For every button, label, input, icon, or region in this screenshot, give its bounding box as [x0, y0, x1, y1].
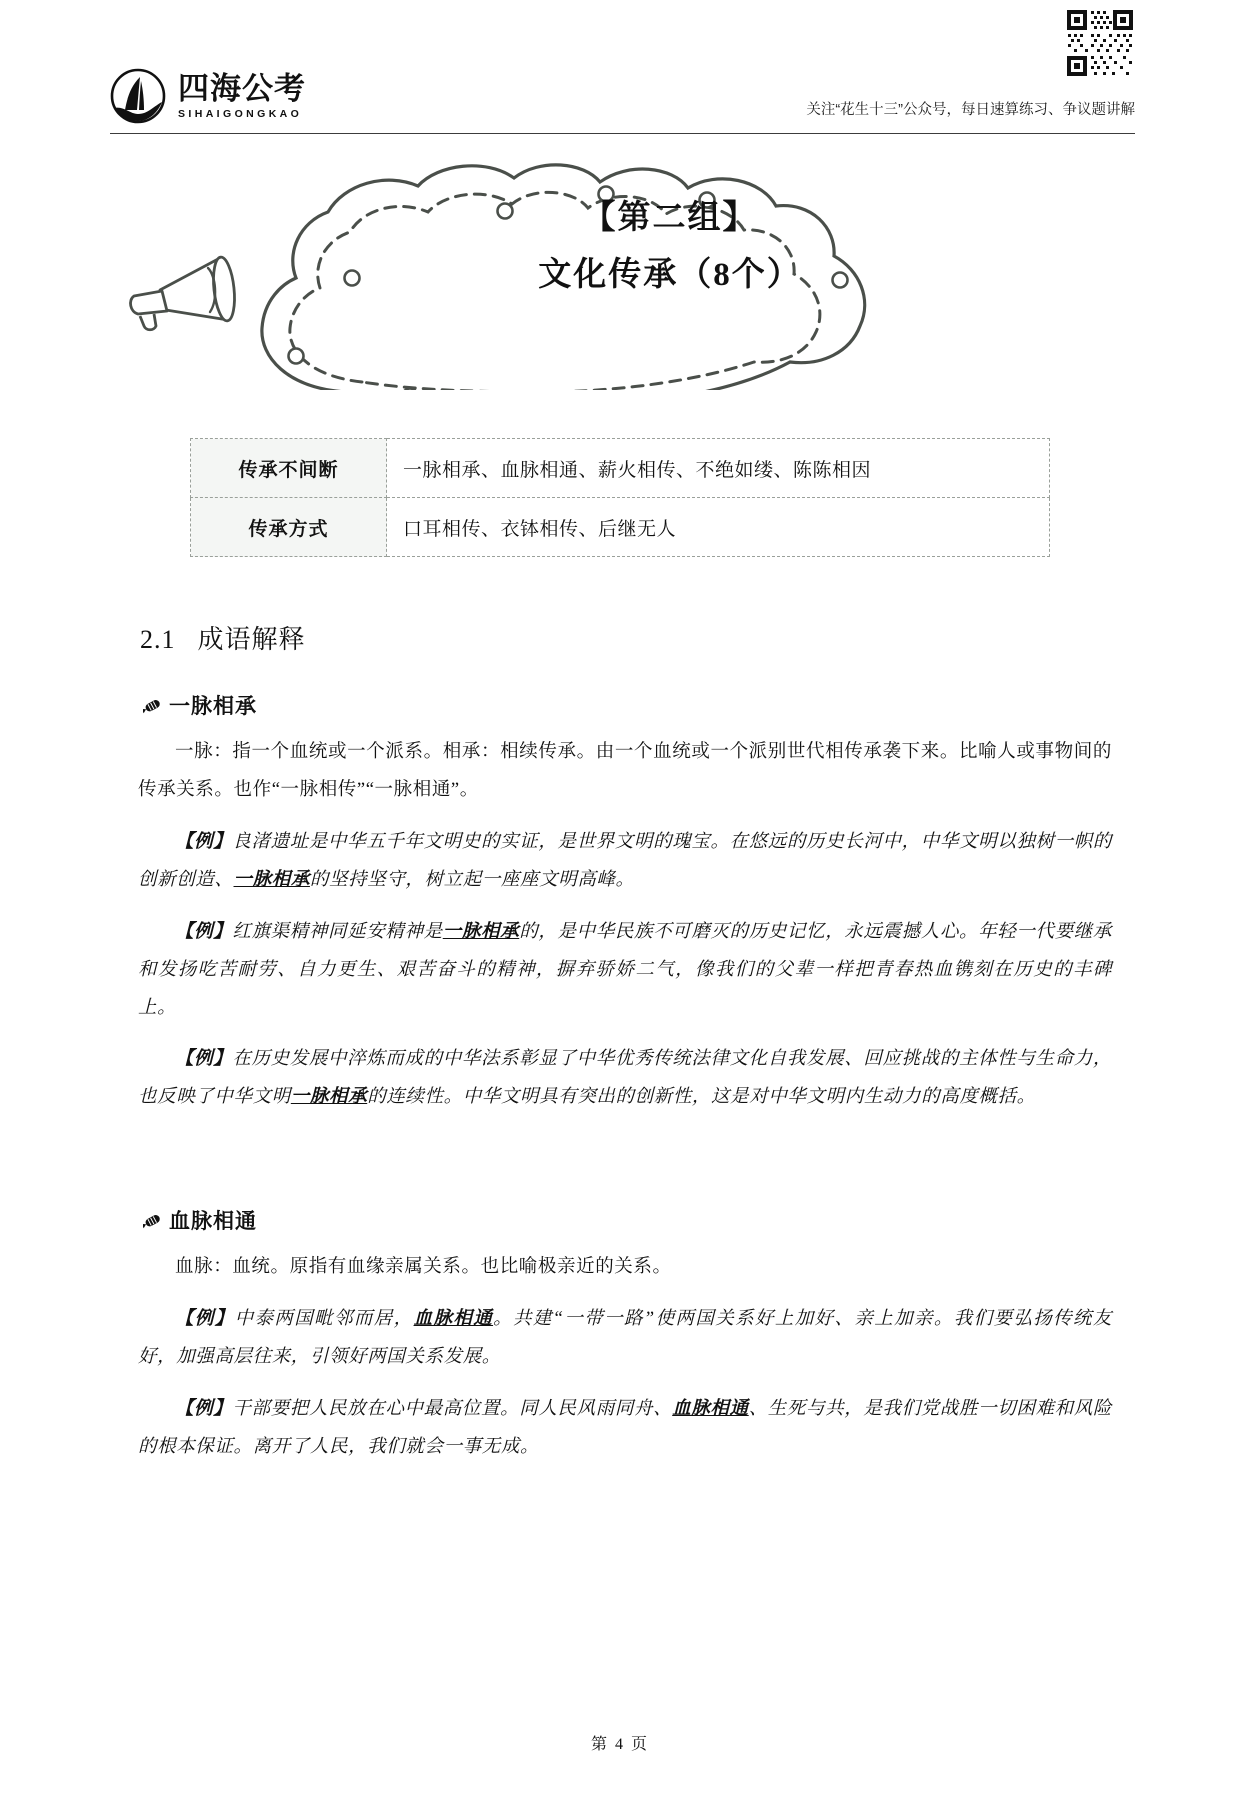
example-text-after: 的坚持坚守，树立起一座座文明高峰。	[309, 869, 635, 890]
example-tag: 【例】	[175, 831, 233, 852]
idiom-example	[138, 824, 1112, 900]
example-text-before: 在历史发展中淬炼而成的中华法系彰显了中华优秀传统法律文化自我发展、回应挑战的主体性与生命力，也反映了中华文明	[138, 1049, 1112, 1108]
document-page	[0, 52, 1240, 1806]
idiom-example	[138, 914, 1112, 1028]
brand-name-cn: 四海公考	[178, 70, 306, 106]
example-text-after: 的，是中华民族不可磨灭的历史记忆，永远震撼人心。年轻一代要继承和发扬吃苦耐劳、自力更生、艰苦奋斗的精神，摒弃骄娇二气，像我们的父辈一样把青春热血镌刻在历史的丰碑上。	[138, 921, 1113, 1018]
example-tag: 【例】	[175, 1309, 235, 1330]
section-heading	[140, 619, 1240, 656]
brand-logo	[110, 68, 306, 124]
idiom-term: 血脉相通	[169, 1210, 257, 1234]
example-keyword: 血脉相通	[413, 1309, 494, 1330]
idiom-example	[138, 1301, 1112, 1377]
banner-group-label: 【第二组】	[582, 200, 758, 236]
example-tag: 【例】	[175, 1049, 233, 1070]
example-keyword: 一脉相承	[290, 1087, 368, 1108]
idiom-entry	[0, 690, 1240, 1117]
example-keyword: 一脉相承	[233, 869, 310, 890]
idiom-definition: 血脉：血统。原指有血缘亲属关系。也比喻极亲近的关系。	[175, 1257, 672, 1278]
section-banner	[100, 160, 1140, 390]
table-row	[191, 498, 1050, 557]
page-footer: 第 4 页	[590, 1736, 649, 1753]
idiom-definition: 一脉：指一个血统或一个派系。相承：相续传承。由一个血统或一个派别世代相传承袭下来。比喻人或事物间的传承关系。也作“一脉相传”“一脉相通”。	[138, 742, 1112, 800]
idiom-entry	[0, 1205, 1240, 1467]
brand-name-en: SIHAIGONGKAO	[178, 107, 303, 120]
idiom-entry-heading	[143, 1205, 1240, 1235]
qr-code-icon	[1065, 8, 1135, 78]
page-header	[110, 52, 1135, 134]
table-row-key: 传承方式	[191, 498, 387, 557]
idiom-entry-heading	[143, 690, 1240, 720]
header-promo-text: 关注“花生十三”公众号，每日速算练习、争议题讲解	[806, 102, 1135, 118]
example-text-before: 良渚遗址是中华五千年文明史的实证，是世界文明的瑰宝。在悠远的历史长河中，中华文明以独树一帜的创新创造、	[138, 831, 1112, 890]
table-row-value: 口耳相传、衣钵相传、后继无人	[387, 498, 1050, 557]
example-keyword: 血脉相通	[672, 1399, 749, 1420]
example-text-after: 的连续性。中华文明具有突出的创新性，这是对中华文明内生动力的高度概括。	[367, 1087, 1036, 1108]
section-number: 2.1	[140, 625, 176, 654]
table-row-value: 一脉相承、血脉相通、薪火相传、不绝如缕、陈陈相因	[387, 439, 1050, 498]
table-row-key: 传承不间断	[191, 439, 387, 498]
idiom-summary-table	[190, 438, 1050, 557]
table-row	[191, 439, 1050, 498]
example-text-before: 干部要把人民放在心中最高位置。同人民风雨同舟、	[232, 1399, 673, 1420]
pen-icon	[143, 1211, 165, 1229]
idiom-term: 一脉相承	[169, 695, 257, 718]
header-divider	[110, 133, 1135, 134]
idiom-example	[138, 1041, 1112, 1117]
example-text-before: 红旗渠精神同延安精神是	[232, 921, 443, 942]
banner-title: 文化传承（8个）	[538, 256, 802, 293]
example-keyword: 一脉相承	[442, 921, 520, 942]
idiom-example	[138, 1391, 1112, 1467]
example-tag: 【例】	[175, 921, 233, 942]
example-text-before: 中泰两国毗邻而居，	[234, 1309, 414, 1330]
example-text-after: 、生死与共，是我们党战胜一切困难和风险的根本保证。离开了人民，我们就会一事无成。	[138, 1399, 1112, 1457]
pen-icon	[143, 696, 165, 714]
section-title: 成语解释	[197, 624, 306, 654]
spacer	[0, 1117, 1240, 1171]
example-tag: 【例】	[175, 1399, 233, 1420]
example-text-after: 。共建“一带一路”使两国关系好上加好、亲上加亲。我们要弘扬传统友好，加强高层往来，引领好两国关系发展。	[138, 1309, 1112, 1368]
sailboat-circle-logo-icon	[110, 68, 166, 124]
